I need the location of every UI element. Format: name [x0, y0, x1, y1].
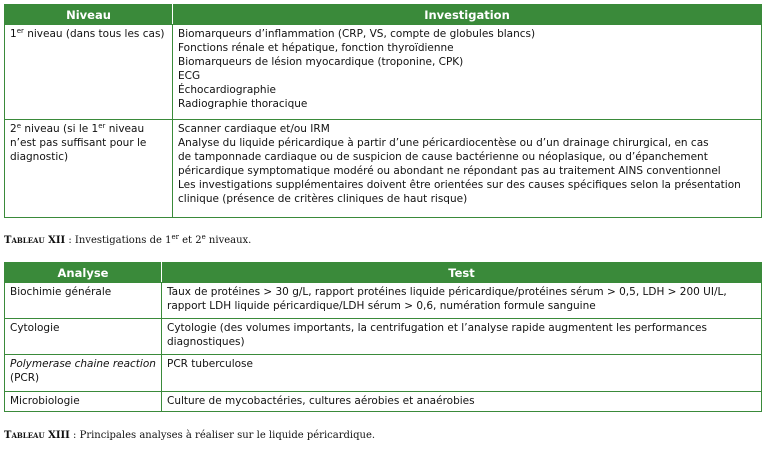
list-item: Fonctions rénale et hépatique, fonction thyroïdienne	[178, 42, 454, 54]
table-caption: Tableau XIII : Principales analyses à réaliser sur le liquide péricardique.	[4, 430, 376, 441]
column-header-investigation: Investigation	[173, 5, 762, 25]
table-caption: Tableau XII : Investigations de 1er et 2e niveaux.	[4, 233, 252, 246]
list-item: Biomarqueurs de lésion myocardique (troponine, CPK)	[178, 56, 464, 68]
list-item: Radiographie thoracique	[178, 98, 308, 110]
list-item: péricardique symptomatique modéré ou abondant ne répondant pas au traitement AINS conventionnel	[178, 165, 721, 177]
table-row	[5, 25, 762, 120]
table-row	[5, 355, 762, 392]
investigation-cell	[173, 25, 762, 120]
table-header-row	[5, 5, 762, 25]
list-item: ECG	[178, 70, 201, 82]
analysis-cell: Cytologie	[5, 319, 162, 355]
list-item: Scanner cardiaque et/ou IRM	[178, 123, 330, 135]
level-cell: 2e niveau (si le 1er niveau n’est pas suffisant pour le diagnostic)	[5, 120, 173, 218]
investigation-cell	[173, 120, 762, 218]
test-cell: PCR tuberculose	[162, 355, 762, 392]
column-header-analyse: Analyse	[5, 263, 162, 283]
analysis-cell: Microbiologie	[5, 392, 162, 412]
table-row	[5, 283, 762, 319]
investigations-table	[4, 4, 762, 218]
list-item: de tamponnade cardiaque ou de suspicion de cause bactérienne ou néoplasique, ou d’épanchement	[178, 151, 708, 163]
analysis-cell: Polymerase chaine reaction (PCR)	[5, 355, 162, 392]
list-item: Les investigations supplémentaires doivent être orientées sur des causes spécifiques selon la présentation	[178, 179, 741, 191]
test-cell: Culture de mycobactéries, cultures aérobies et anaérobies	[162, 392, 762, 412]
table-row	[5, 319, 762, 355]
column-header-test: Test	[162, 263, 762, 283]
column-header-niveau: Niveau	[5, 5, 173, 25]
list-item: clinique (présence de critères cliniques de haut risque)	[178, 193, 468, 205]
table-row	[5, 392, 762, 412]
table-row	[5, 120, 762, 218]
table-header-row	[5, 263, 762, 283]
list-item: Échocardiographie	[178, 84, 276, 96]
level-cell: 1er niveau (dans tous les cas)	[5, 25, 173, 120]
analyses-table	[4, 262, 762, 412]
list-item: Analyse du liquide péricardique à partir d’une péricardiocentèse ou d’un drainage chirurgical, en cas	[178, 137, 709, 149]
analysis-cell: Biochimie générale	[5, 283, 162, 319]
list-item: Biomarqueurs d’inflammation (CRP, VS, compte de globules blancs)	[178, 28, 536, 40]
test-cell: Taux de protéines > 30 g/L, rapport protéines liquide péricardique/protéines sérum > 0,5, LDH > 200 UI/L, rapport LDH liquide péricardique/LDH sérum > 0,6, numération formule sanguine	[162, 283, 762, 319]
test-cell: Cytologie (des volumes importants, la centrifugation et l’analyse rapide augmentent les performances diagnostiques)	[162, 319, 762, 355]
